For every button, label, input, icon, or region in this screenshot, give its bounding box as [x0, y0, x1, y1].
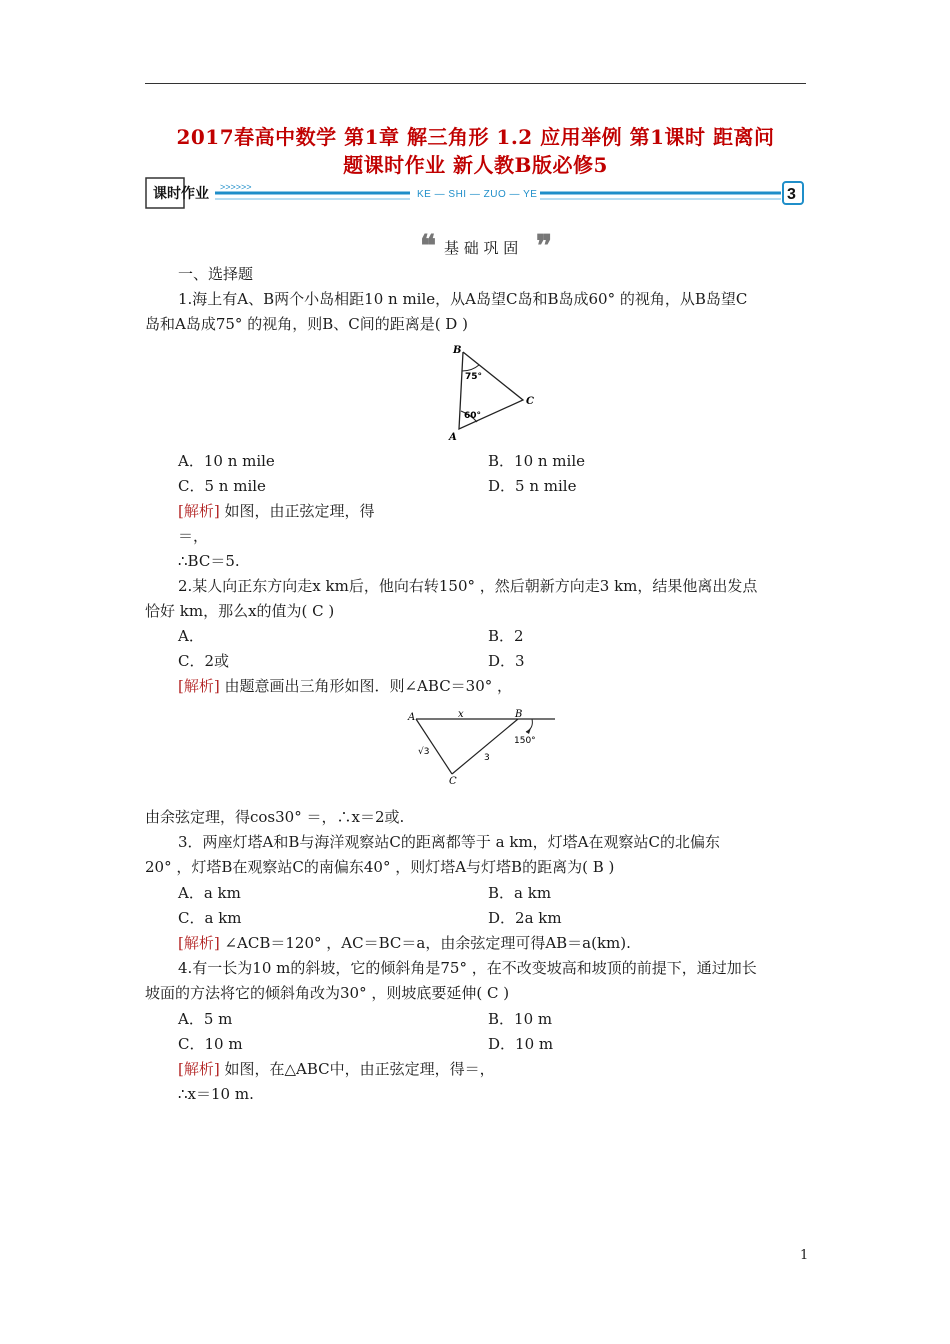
q2-fig-angle-150: 150°: [514, 736, 536, 746]
section-title: 基 础 巩 固: [444, 239, 519, 257]
q1-analysis-text: 如图，由正弦定理，得: [219, 502, 375, 520]
q2-line-2: 恰好 km，那么x的值为( C ): [145, 602, 335, 620]
q1-analysis-line-3: ∴BC＝5.: [178, 552, 240, 570]
banner-number: 3: [787, 186, 796, 203]
q3-line-1: 3．两座灯塔A和B与海洋观察站C的距离都等于 a km，灯塔A在观察站C的北偏东: [178, 833, 720, 851]
q1-line-2: 岛和A岛成75° 的视角，则B、C间的距离是( D ): [145, 315, 468, 333]
q2-option-a: A．: [178, 627, 204, 645]
q1-line-1: 1.海上有A、B两个小岛相距10 n mile，从A岛望C岛和B岛成60° 的视角，从B岛望C: [178, 290, 748, 308]
header-rule: [145, 83, 806, 84]
q4-line-1: 4.有一长为10 m的斜坡，它的倾斜角是75° ，在不改变坡高和坡顶的前提下，通过加长: [178, 959, 757, 977]
q3-analysis-text: ∠ACB＝120° ，AC＝BC＝a，由余弦定理可得AB＝a(km).: [219, 934, 631, 952]
page-number: 1: [800, 1248, 809, 1263]
q4-analysis-text: 如图，在△ABC中，由正弦定理，得＝，: [219, 1060, 495, 1078]
q3-analysis-line-1: [178, 934, 631, 952]
open-quote-icon: ❝: [420, 232, 437, 262]
q4-analysis-line-2: ∴x＝10 m.: [178, 1085, 254, 1103]
analysis-tag: [解析]: [178, 502, 220, 520]
q3-option-a: A．a km: [178, 884, 241, 902]
q4-option-b: B．10 m: [488, 1010, 553, 1028]
q2-fig-label-3: 3: [484, 753, 490, 763]
q1-fig-angle-75: 75°: [465, 372, 483, 382]
q2-line-1: 2.某人向正东方向走x km后，他向右转150° ，然后朝新方向走3 km，结果他离出发点: [178, 577, 758, 595]
q2-analysis-text: 由题意画出三角形如图．则∠ABC＝30° ，: [219, 677, 513, 695]
analysis-tag: [解析]: [178, 934, 220, 952]
q1-fig-label-b: B: [453, 345, 462, 356]
doc-title-line-2: 题课时作业 新人教B版必修5: [343, 153, 608, 177]
q1-option-a: A．10 n mile: [178, 452, 275, 470]
q3-option-b: B．a km: [488, 884, 552, 902]
q1-triangle-figure: [446, 343, 541, 443]
q2-fig-label-b: B: [515, 709, 523, 720]
q4-line-2: 坡面的方法将它的倾斜角改为30° ，则坡底要延伸( C ): [145, 984, 510, 1002]
q3-line-2: 20° ，灯塔B在观察站C的南偏东40° ，则灯塔A与灯塔B的距离为( B ): [145, 858, 615, 876]
q2-fig-label-sqrt3: √3: [418, 747, 430, 757]
q1-analysis-line-2: ＝，: [178, 527, 209, 545]
q1-fig-label-a: A: [449, 432, 457, 443]
q3-option-d: D．2a km: [488, 909, 562, 927]
q1-option-c: C．5 n mile: [178, 477, 266, 495]
q2-fig-label-c: C: [449, 776, 457, 787]
q2-option-b: B．2: [488, 627, 524, 645]
q1-fig-angle-60: 60°: [464, 411, 482, 421]
analysis-tag: [解析]: [178, 1060, 220, 1078]
banner-pinyin: KE — SHI — ZUO — YE: [417, 189, 538, 200]
q4-option-c: C．10 m: [178, 1035, 243, 1053]
q2-analysis-line-2: 由余弦定理，得cos30° ＝，∴x＝2或.: [145, 808, 405, 826]
q2-option-d: D．3: [488, 652, 525, 670]
q2-fig-label-a: A: [408, 712, 416, 723]
q2-analysis-line-1: [178, 677, 512, 695]
doc-title-line-1: 2017春高中数学 第1章 解三角形 1.2 应用举例 第1课时 距离问: [176, 125, 775, 149]
homework-banner: [145, 177, 806, 209]
q2-triangle-figure: [400, 706, 560, 790]
q3-option-c: C．a km: [178, 909, 242, 927]
q4-option-a: A．5 m: [178, 1010, 233, 1028]
q1-option-b: B．10 n mile: [488, 452, 586, 470]
q1-fig-label-c: C: [526, 396, 534, 407]
banner-arrows: >>>>>>: [220, 182, 252, 192]
q2-option-c: C．2或: [178, 652, 230, 670]
analysis-tag: [解析]: [178, 677, 220, 695]
section-one-heading: 一、选择题: [178, 265, 254, 283]
close-quote-icon: ❞: [536, 232, 553, 262]
q4-option-d: D．10 m: [488, 1035, 554, 1053]
banner-label: 课时作业: [153, 185, 209, 201]
q4-analysis-line-1: [178, 1060, 495, 1078]
q1-analysis-line-1: [178, 502, 375, 520]
section-heading: [420, 232, 560, 262]
q2-fig-label-x: x: [458, 709, 464, 720]
q1-option-d: D．5 n mile: [488, 477, 577, 495]
